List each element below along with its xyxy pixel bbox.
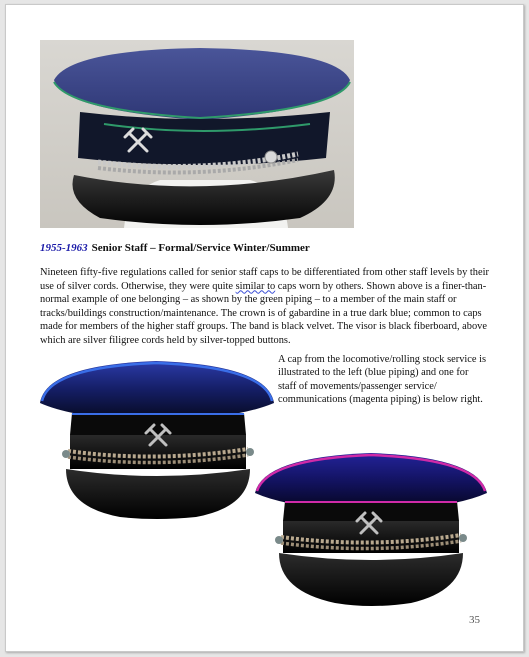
- spellcheck-underlined-phrase: similar to: [235, 280, 276, 292]
- paragraph-text-end: caps worn by others. Shown above is a finer-than-normal example of one belonging – as shown by the green piping – to a member of the main staff or tracks/buildings construction/maintenance. The crown is of gabardine in a true dark blue; common to caps made for members of the higher staff groups. The band is black velvet. The visor is black fiberboard, above which are silver filigree cords held by silver-topped buttons.: [40, 280, 487, 346]
- paragraph-text-start: Nineteen fifty-five regulations called for senior staff caps to be differentiated from other staff levels by their use of silver cords. Otherwise, they were quite: [40, 267, 489, 292]
- page-number: 35: [469, 614, 480, 626]
- body-paragraph: [40, 266, 490, 348]
- section-heading: [40, 242, 310, 254]
- cap-illustration-blue-piping: [36, 357, 276, 521]
- cap-photo: [40, 40, 354, 228]
- caption-text: A cap from the locomotive/rolling stock service is illustrated to the left (blue piping) and one for staff of movements/passenger service/ communications (magenta piping) is below right.: [278, 354, 487, 406]
- cap-illustration-magenta-piping: [251, 451, 491, 611]
- document-page: [5, 4, 524, 652]
- heading-years: 1955-1963: [40, 242, 88, 254]
- heading-title: Senior Staff – Formal/Service Winter/Summer: [91, 242, 310, 254]
